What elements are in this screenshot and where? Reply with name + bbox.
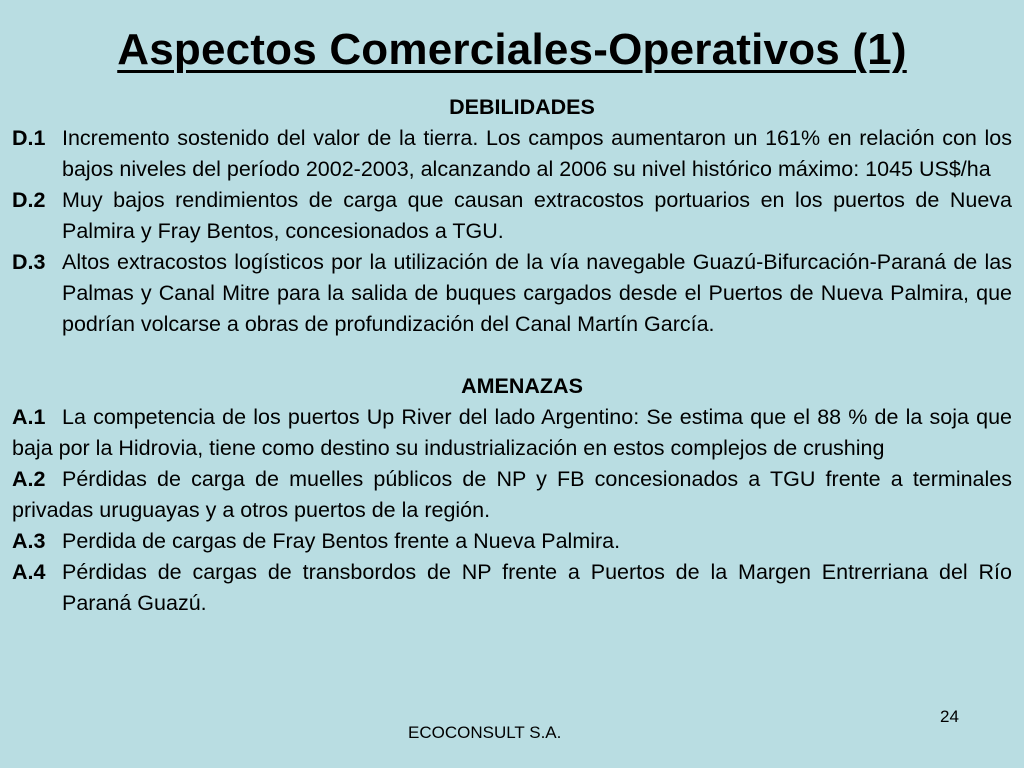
footer-company: ECOCONSULT S.A. [408, 723, 562, 742]
slide-title: Aspectos Comerciales-Operativos (1) [117, 25, 907, 74]
slide-content [12, 92, 1012, 619]
section-spacer [12, 340, 1012, 371]
item-code: D.1 [12, 126, 46, 150]
amenaza-item [12, 557, 1012, 619]
item-text: Muy bajos rendimientos de carga que causan extracostos portuarios en los puertos de Nueva Palmira y Fray Bentos, concesionados a TGU. [62, 188, 1012, 243]
item-text: Pérdidas de carga de muelles públicos de NP y FB concesionados a TGU frente a terminales privadas uruguayas y a otros puertos de la región. [12, 467, 1012, 522]
amenazas-heading: AMENAZAS [461, 374, 583, 398]
item-code: A.2 [12, 467, 46, 491]
item-code: D.3 [12, 250, 46, 274]
debilidad-item [12, 123, 1012, 185]
item-code: A.4 [12, 560, 46, 584]
item-text: Perdida de cargas de Fray Bentos frente a Nueva Palmira. [62, 529, 621, 553]
item-text: La competencia de los puertos Up River del lado Argentino: Se estima que el 88 % de la soja que baja por la Hidrovia, tiene como destino su industrialización en estos complejos de crushing [12, 405, 1012, 460]
item-text: Pérdidas de cargas de transbordos de NP frente a Puertos de la Margen Entrerriana del Río Paraná Guazú. [62, 560, 1012, 615]
amenaza-item [12, 402, 1012, 464]
amenaza-item [12, 464, 1012, 526]
item-code: A.3 [12, 529, 46, 553]
item-text: Altos extracostos logísticos por la utilización de la vía navegable Guazú-Bifurcación-Paraná de las Palmas y Canal Mitre para la salida de buques cargados desde el Puertos de Nueva Palmira, que podrían volcarse a obras de profundización del Canal Martín García. [62, 250, 1012, 336]
debilidad-item [12, 247, 1012, 340]
amenaza-item [12, 526, 1012, 557]
item-code: A.1 [12, 405, 46, 429]
debilidades-heading: DEBILIDADES [449, 95, 595, 119]
item-text: Incremento sostenido del valor de la tierra. Los campos aumentaron un 161% en relación con los bajos niveles del período 2002-2003, alcanzando al 2006 su nivel histórico máximo: 1045 US$/ha [62, 126, 1012, 181]
page-number: 24 [940, 707, 959, 726]
item-code: D.2 [12, 188, 46, 212]
debilidad-item [12, 185, 1012, 247]
